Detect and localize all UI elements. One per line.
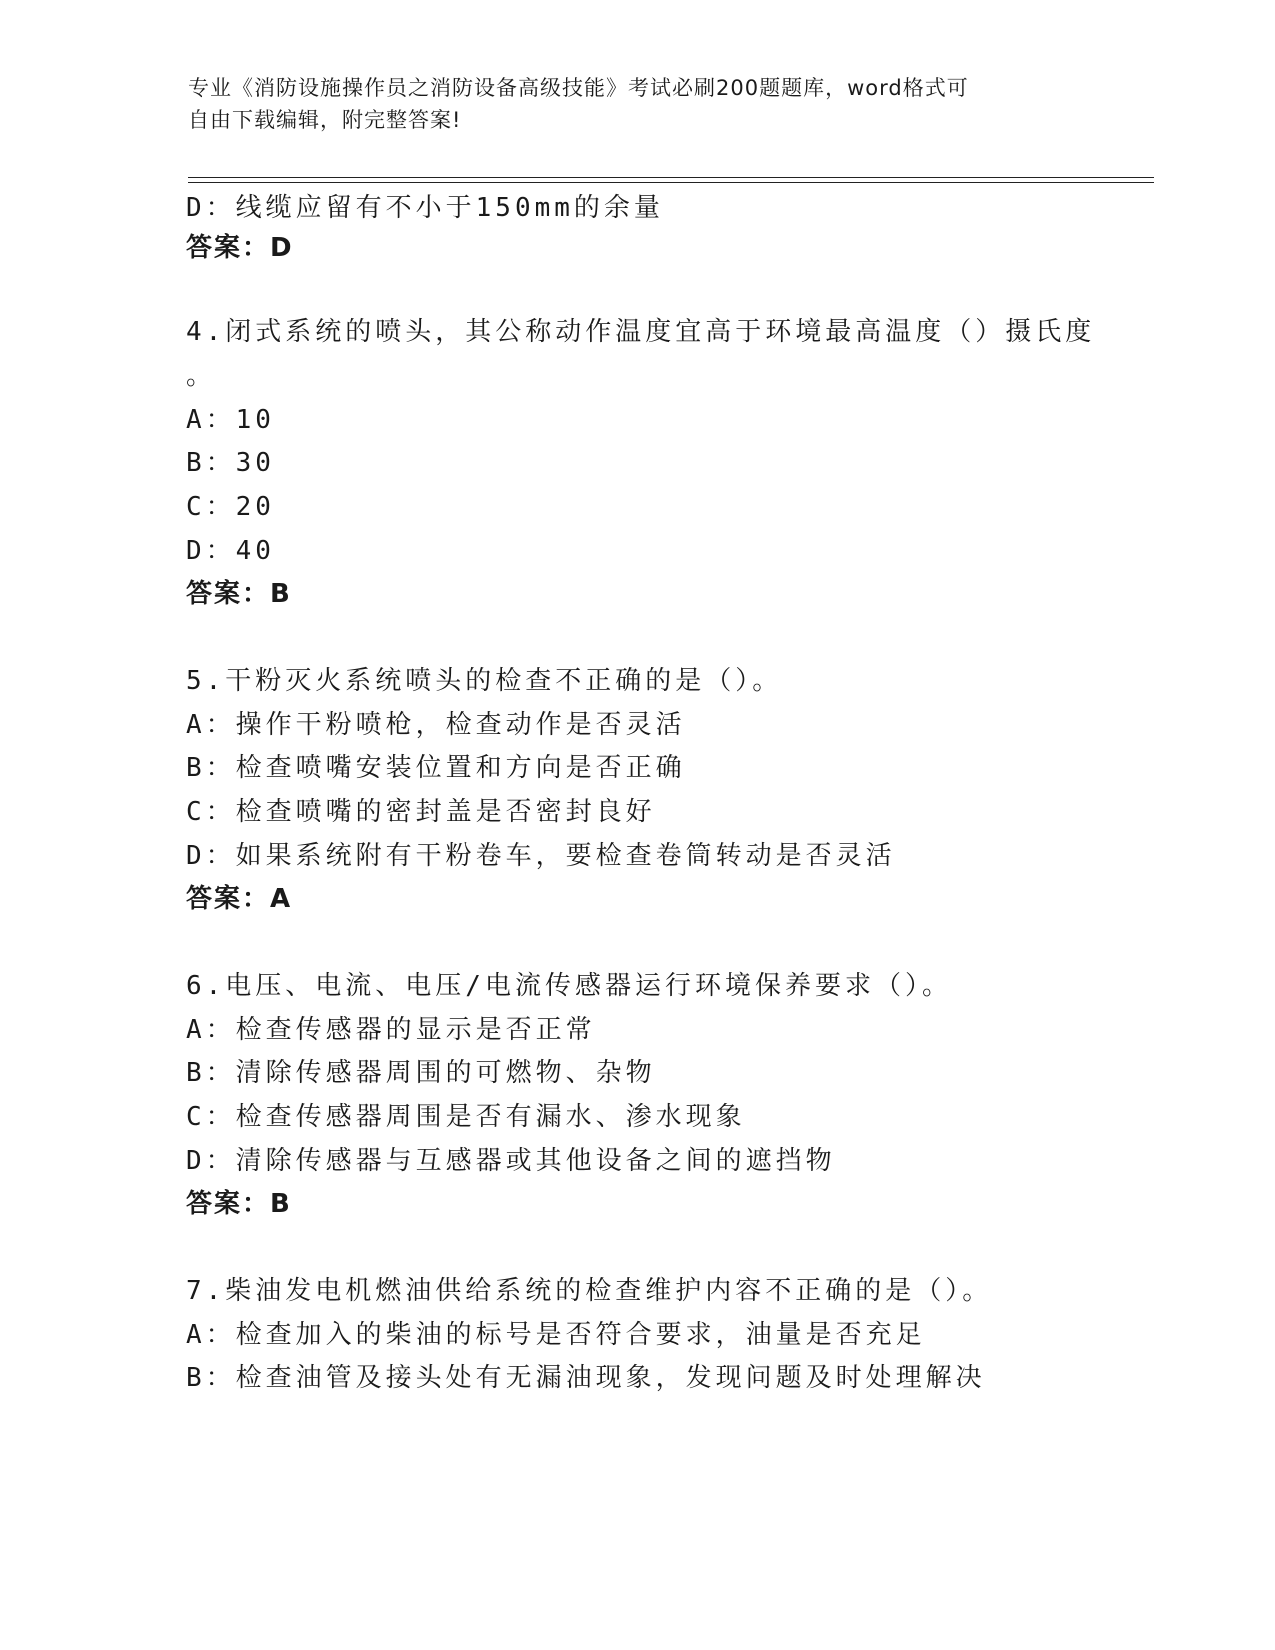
header-line-1: 专业《消防设施操作员之消防设备高级技能》考试必刷200题题库，word格式可 — [188, 76, 969, 100]
option-b: B：清除传感器周围的可燃物、杂物 — [186, 1058, 656, 1088]
option-d: D：清除传感器与互感器或其他设备之间的遮挡物 — [186, 1146, 836, 1176]
question-text: 4.闭式系统的喷头，其公称动作温度宜高于环境最高温度（）摄氏度 — [186, 317, 1096, 347]
document-header — [188, 72, 1088, 136]
option-c: C：检查喷嘴的密封盖是否密封良好 — [186, 797, 656, 827]
option-b: B：检查喷嘴安装位置和方向是否正确 — [186, 753, 686, 783]
option-c: C：20 — [186, 492, 275, 522]
question-text-continued: 。 — [186, 361, 217, 391]
answer-label: 答案：D — [186, 233, 294, 263]
question-text: 5.干粉灭火系统喷头的检查不正确的是（）。 — [186, 666, 783, 696]
option-a: A：检查加入的柴油的标号是否符合要求，油量是否充足 — [186, 1320, 926, 1350]
option-d: D：40 — [186, 536, 275, 566]
option-a: A：操作干粉喷枪，检查动作是否灵活 — [186, 710, 686, 740]
header-line-2: 自由下载编辑，附完整答案! — [188, 108, 462, 132]
answer-label: 答案：B — [186, 1189, 292, 1219]
answer-label: 答案：A — [186, 884, 293, 914]
option-d: D：线缆应留有不小于150mm的余量 — [186, 193, 664, 223]
option-c: C：检查传感器周围是否有漏水、渗水现象 — [186, 1102, 746, 1132]
option-b: B：检查油管及接头处有无漏油现象，发现问题及时处理解决 — [186, 1363, 986, 1393]
header-rule-bottom — [188, 182, 1154, 183]
option-a: A：检查传感器的显示是否正常 — [186, 1015, 596, 1045]
option-b: B：30 — [186, 448, 275, 478]
answer-label: 答案：B — [186, 579, 292, 609]
header-rule-top — [188, 177, 1154, 178]
question-text: 7.柴油发电机燃油供给系统的检查维护内容不正确的是（）。 — [186, 1276, 993, 1306]
option-a: A：10 — [186, 405, 275, 435]
option-d: D：如果系统附有干粉卷车，要检查卷筒转动是否灵活 — [186, 841, 896, 871]
question-text: 6.电压、电流、电压/电流传感器运行环境保养要求（）。 — [186, 971, 952, 1001]
